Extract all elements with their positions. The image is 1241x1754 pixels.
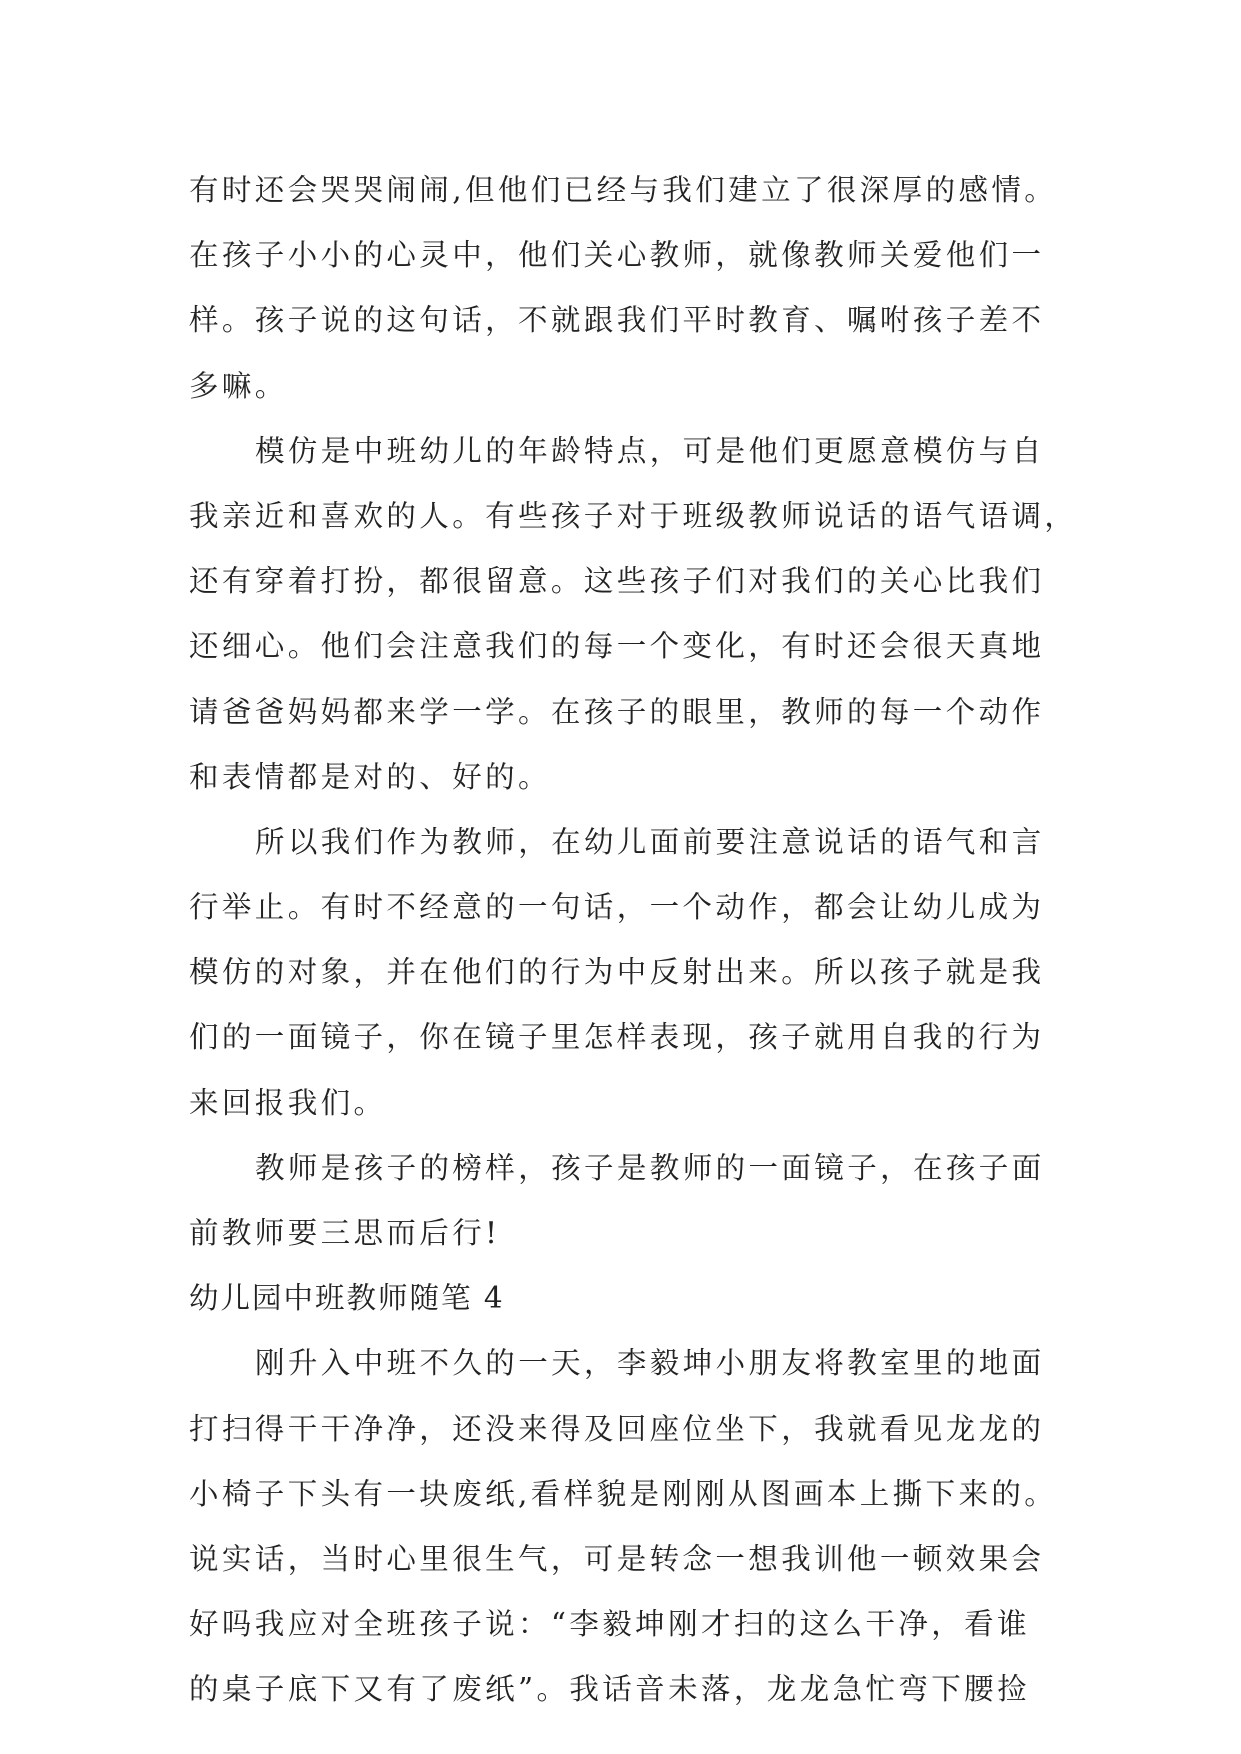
section-heading: 幼儿园中班教师随笔 4 bbox=[189, 1281, 505, 1316]
text-line: 来回报我们。 bbox=[189, 1085, 387, 1120]
text-line: 还有穿着打扮，都很留意。这些孩子们对我们的关心比我们 bbox=[189, 564, 1045, 599]
text-line: 所以我们作为教师，在幼儿面前要注意说话的语气和言 bbox=[255, 824, 1045, 859]
text-line: 模仿是中班幼儿的年龄特点，可是他们更愿意模仿与自 bbox=[255, 433, 1045, 468]
text-line: 有时还会哭哭闹闹,但他们已经与我们建立了很深厚的感情。 bbox=[189, 173, 1058, 207]
text-line: 还细心。他们会注意我们的每一个变化，有时还会很天真地 bbox=[189, 629, 1045, 664]
text-line: 和表情都是对的、好的。 bbox=[189, 759, 551, 794]
text-line: 教师是孩子的榜样，孩子是教师的一面镜子，在孩子面 bbox=[255, 1150, 1045, 1185]
text-line: 说实话，当时心里很生气，可是转念一想我训他一顿效果会 bbox=[189, 1541, 1045, 1576]
text-line: 打扫得干干净净，还没来得及回座位坐下，我就看见龙龙的 bbox=[189, 1411, 1045, 1446]
text-line: 在孩子小小的心灵中，他们关心教师，就像教师关爱他们一 bbox=[189, 238, 1045, 273]
document-body bbox=[189, 158, 1089, 1723]
text-line: 多嘛。 bbox=[189, 368, 288, 403]
text-line: 的桌子底下又有了废纸”。我话音未落，龙龙急忙弯下腰捡 bbox=[189, 1672, 1030, 1707]
text-line: 行举止。有时不经意的一句话，一个动作，都会让幼儿成为 bbox=[189, 890, 1045, 925]
text-line: 刚升入中班不久的一天，李毅坤小朋友将教室里的地面 bbox=[255, 1346, 1045, 1381]
text-line: 好吗我应对全班孩子说：“李毅坤刚才扫的这么干净，看谁 bbox=[189, 1607, 1030, 1642]
text-line: 们的一面镜子，你在镜子里怎样表现，孩子就用自我的行为 bbox=[189, 1020, 1045, 1055]
text-line: 小椅子下头有一块废纸,看样貌是刚刚从图画本上撕下来的。 bbox=[189, 1476, 1058, 1511]
text-line: 样。孩子说的这句话，不就跟我们平时教育、嘱咐孩子差不 bbox=[189, 303, 1045, 338]
text-line: 请爸爸妈妈都来学一学。在孩子的眼里，教师的每一个动作 bbox=[189, 694, 1045, 729]
text-line: 前教师要三思而后行! bbox=[189, 1216, 501, 1250]
text-line: 模仿的对象，并在他们的行为中反射出来。所以孩子就是我 bbox=[189, 955, 1045, 990]
text-line: 我亲近和喜欢的人。有些孩子对于班级教师说话的语气语调， bbox=[189, 498, 1078, 533]
